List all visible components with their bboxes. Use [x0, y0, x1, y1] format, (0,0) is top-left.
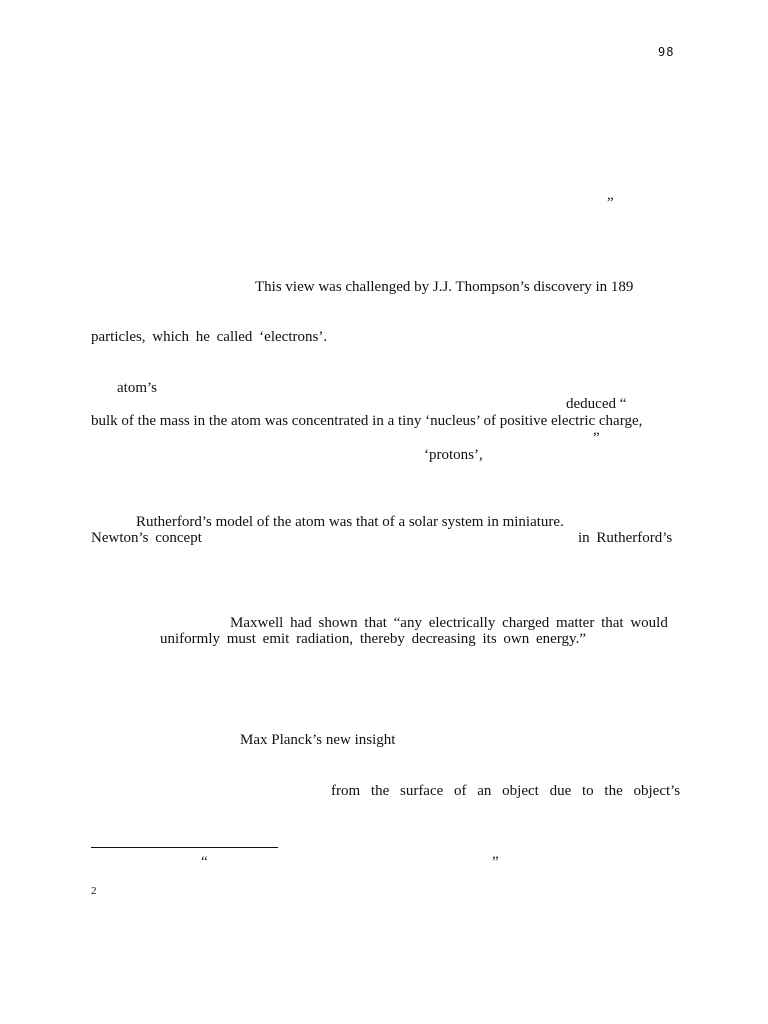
deduced-fragment: deduced “ [566, 396, 627, 412]
maxwell-sentence: Maxwell had shown that “any electrically charged matter that would [230, 615, 668, 631]
footnote-open-quote: “ [201, 854, 208, 870]
newtons-concept-fragment: Newton’s concept [91, 530, 202, 546]
closing-quote-mark: ” [593, 430, 600, 446]
atoms-fragment: atom’s [117, 380, 157, 396]
closing-quote-mark: ” [607, 195, 614, 211]
footnote-divider [91, 847, 278, 848]
surface-sentence: from the surface of an object due to the object’s [331, 783, 681, 799]
uniformly-sentence: uniformly must emit radiation, thereby decreasing its own energy.” [160, 631, 586, 647]
nucleus-sentence: bulk of the mass in the atom was concentrated in a tiny ‘nucleus’ of positive electric charge, [91, 413, 643, 429]
footnote-marker: 2 [91, 885, 97, 897]
in-rutherfords-fragment: in Rutherford’s [578, 530, 673, 546]
page-number: 98 [658, 45, 675, 59]
thompson-sentence: This view was challenged by J.J. Thompson’s discovery in 189 [255, 279, 634, 295]
rutherford-model-sentence: Rutherford’s model of the atom was that of a solar system in miniature. [136, 514, 564, 530]
planck-fragment: Max Planck’s new insight [240, 732, 396, 748]
protons-fragment: ‘protons’, [424, 447, 483, 463]
footnote-close-quote: ” [492, 854, 499, 870]
electrons-sentence: particles, which he called ‘electrons’. [91, 329, 328, 345]
